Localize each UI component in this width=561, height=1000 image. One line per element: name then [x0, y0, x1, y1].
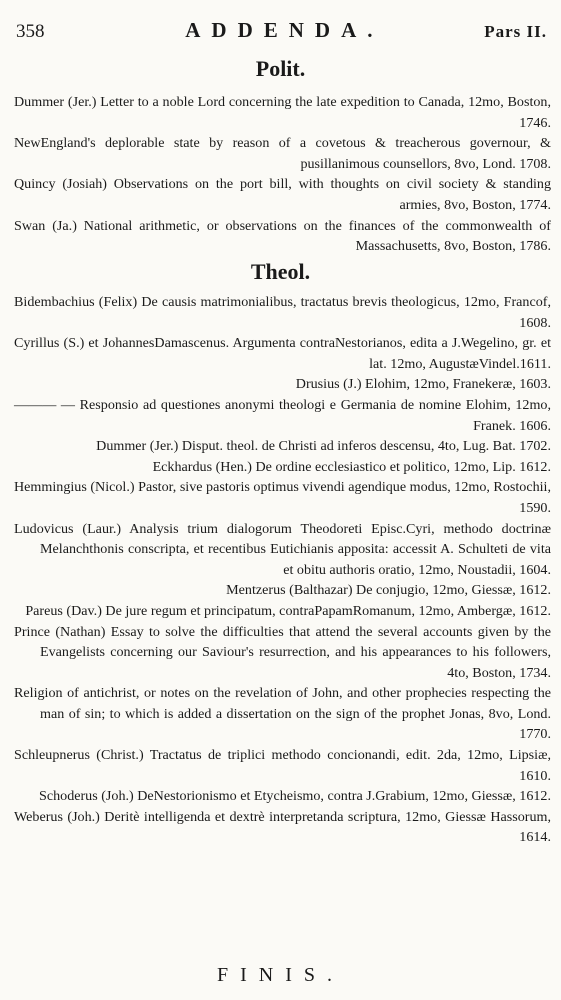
bibliography-entry: Dummer (Jer.) Disput. theol. de Christi ad inferos descensu, 4to, Lug. Bat. 1702. — [96, 438, 551, 455]
bibliography-entry: Swan (Ja.) National arithmetic, or observations on the finances of the commonwealth of Massachusetts, 8vo, Boston, 1786. — [14, 217, 551, 255]
bibliography-entry: Dummer (Jer.) Letter to a noble Lord concerning the late expedition to Canada, 12mo, Boston, 1746. — [14, 94, 551, 131]
bibliography-entry: Ludovicus (Laur.) Analysis trium dialogorum Theodoreti Episc.Cyri, methodo doctrinæ Melanchthonis conscripta, et recentibus Eutichianis apposita: accessit A. Schulteti de vita et obitu authoris oratio, 12mo, Noustadii, 1604. — [14, 520, 551, 578]
bibliography-entry: Bidembachius (Felix) De causis matrimonialibus, tractatus brevis theologicus, 12mo, Francof, 1608. — [14, 294, 551, 331]
bibliography-entry: ——— — Responsio ad questiones anonymi theologi e Germania de nomine Elohim, 12mo, Franek. 1606. — [14, 396, 551, 434]
bibliography-entry: Pareus (Dav.) De jure regum et principatum, contraPapamRomanum, 12mo, Ambergæ, 1612. — [25, 602, 551, 619]
bibliography-entry: Schleupnerus (Christ.) Tractatus de triplici methodo concionandi, edit. 2da, 12mo, Lipsiæ, 1610. — [14, 747, 551, 784]
section-heading-polit: Polit. — [255, 56, 306, 81]
entries-theol — [14, 292, 551, 848]
bibliography-entry: Prince (Nathan) Essay to solve the difficulties that attend the several accounts given by the Evangelists concerning our Saviour's resurrection, and his appearances to his followers, 4to, Boston, 1734. — [14, 623, 551, 681]
bibliography-entry: Drusius (J.) Elohim, 12mo, Franekeræ, 1603. — [295, 376, 551, 393]
bibliography-entry: Weberus (Joh.) Deritè intelligenda et dextrè interpretanda scriptura, 12mo, Giessæ Hassorum, 1614. — [14, 808, 551, 846]
bibliography-entry: Religion of antichrist, or notes on the revelation of John, and other prophecies respecting the man of sin; to which is added a dissertation on the sign of the prophet Jonas, 8vo, Lond. 1770. — [14, 685, 551, 743]
section-heading-theol: Theol. — [250, 259, 311, 284]
running-title: ADDENDA. — [185, 18, 384, 42]
part-label: Pars II. — [484, 22, 547, 41]
bibliography-entry: NewEngland's deplorable state by reason of a covetous & treacherous governour, & pusillanimous counsellors, 8vo, Lond. 1708. — [14, 135, 551, 172]
entries-polit — [14, 92, 551, 257]
bibliography-entry: Eckhardus (Hen.) De ordine ecclesiastico et politico, 12mo, Lip. 1612. — [152, 458, 551, 475]
bibliography-entry: Hemmingius (Nicol.) Pastor, sive pastoris optimus vivendi agendique modus, 12mo, Rostochii, 1590. — [14, 479, 551, 516]
bibliography-entry: Mentzerus (Balthazar) De conjugio, 12mo, Giessæ, 1612. — [226, 582, 551, 599]
page-header — [16, 18, 547, 44]
finis-footer: FINIS. — [216, 964, 344, 986]
bibliography-entry: Cyrillus (S.) et JohannesDamascenus. Argumenta contraNestorianos, edita a J.Wegelino, gr. et lat. 12mo, AugustæVindel.1611. — [14, 335, 551, 372]
bibliography-entry: Quincy (Josiah) Observations on the port bill, with thoughts on civil society & standing armies, 8vo, Boston, 1774. — [14, 176, 551, 213]
bibliography-entry: Schoderus (Joh.) DeNestorionismo et Etycheismo, contra J.Grabium, 12mo, Giessæ, 1612. — [39, 788, 551, 805]
page-number: 358 — [16, 21, 45, 42]
